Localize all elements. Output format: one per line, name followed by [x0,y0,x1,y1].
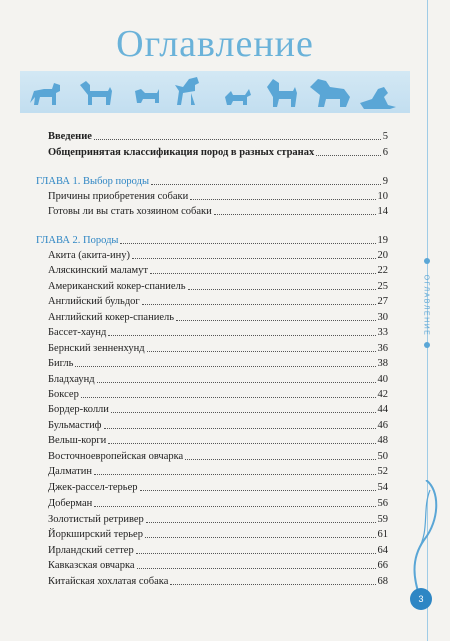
toc-row [48,295,388,308]
toc-entry-title: Английский кокер-спаниель [48,312,175,323]
toc-chapter-row [36,175,388,188]
toc-entry-title: Китайская хохлатая собака [48,576,169,587]
toc-page-number: 27 [377,296,388,307]
toc-entry-title: Восточноевропейская овчарка [48,451,184,462]
dot-leader [75,366,375,367]
toc-entry-title: Вельш-корги [48,435,107,446]
toc-entry-title: Аляскинский маламут [48,265,148,276]
page-title: Оглавление [116,23,314,65]
toc-page-number: 50 [377,451,388,462]
toc-page-number: 19 [377,235,388,246]
toc-row [48,544,388,557]
toc-row [48,497,388,510]
dot-leader [170,584,375,585]
toc-row [48,326,388,339]
toc-row [48,559,388,572]
toc-entry-title: Ирландский сеттер [48,545,134,556]
toc-row [48,465,388,478]
toc-page-number: 36 [377,343,388,354]
toc-row [48,403,388,416]
toc-row [48,419,388,432]
toc-row [48,388,388,401]
dot-leader [147,351,376,352]
toc-entry-title: ГЛАВА 1. Выбор породы [36,176,150,187]
dot-leader [146,522,376,523]
toc-entry-title: Бордер-колли [48,404,109,415]
toc-entry-title: Американский кокер-спаниель [48,281,186,292]
toc-row [48,205,388,218]
dot-leader [108,443,375,444]
toc-entry-title: Акита (акита-ину) [48,250,131,261]
toc-row [48,264,388,277]
toc-page-number: 10 [377,191,388,202]
toc-row [48,450,388,463]
dot-leader [97,382,376,383]
toc-page-number: 42 [377,389,388,400]
dot-leader [136,553,376,554]
toc-entry-title: Йоркширский терьер [48,529,143,540]
toc-entry-title: Готовы ли вы стать хозяином собаки [48,206,212,217]
toc-page-number: 56 [377,498,388,509]
toc-row [48,357,388,370]
toc-row [48,280,388,293]
toc-page-number: 54 [377,482,388,493]
toc-entry-title: Бульмастиф [48,420,102,431]
dot-leader [316,155,381,156]
toc-entry-title: Причины приобретения собаки [48,191,189,202]
toc-page-number: 20 [377,250,388,261]
toc-chapter-row [36,234,388,247]
toc-row [48,513,388,526]
toc-page-number: 44 [377,404,388,415]
toc-page-number: 61 [377,529,388,540]
dot-leader [142,304,376,305]
dot-leader [190,199,375,200]
toc-page-number: 33 [377,327,388,338]
toc-entry-title: Золотистый ретривер [48,514,144,525]
toc-row [48,373,388,386]
toc-row [48,575,388,588]
dot-leader [132,258,375,259]
dot-leader [140,490,376,491]
toc-row [48,481,388,494]
toc-page-number: 46 [377,420,388,431]
dot-leader [145,537,376,538]
dot-leader [185,459,375,460]
toc-entry-title: Кавказская овчарка [48,560,135,571]
toc-page-number: 52 [377,466,388,477]
toc-page-number: 30 [377,312,388,323]
toc-entry-title: Бигль [48,358,74,369]
toc-entry-title: Доберман [48,498,93,509]
toc-row [48,146,388,159]
toc-page-number: 66 [377,560,388,571]
toc-entry-title: Бладхаунд [48,374,95,385]
dot-leader [104,428,376,429]
toc-entry-title: Далматин [48,466,92,477]
toc-page-number: 5 [382,131,388,142]
dot-leader [111,412,376,413]
toc-page-number: 64 [377,545,388,556]
dot-leader [120,243,375,244]
toc-page-number: 22 [377,265,388,276]
toc-row [48,434,388,447]
toc-page-number: 59 [377,514,388,525]
toc-page-number: 6 [382,147,388,158]
toc-page-number: 25 [377,281,388,292]
toc-entry-title: Джек-рассел-терьер [48,482,138,493]
toc-page-number: 48 [377,435,388,446]
toc-row [48,311,388,324]
toc-entry-title: Бернский зенненхунд [48,343,145,354]
dot-leader [151,184,381,185]
toc-entry-title: Английский бульдог [48,296,140,307]
toc-page-number: 9 [382,176,388,187]
dot-leader [94,474,376,475]
toc-row [48,190,388,203]
dot-leader [81,397,376,398]
toc-page-number: 14 [377,206,388,217]
dot-leader [94,139,381,140]
dot-leader [188,289,376,290]
side-label-text: ОГЛАВЛЕНИЕ [422,274,430,337]
dot-leader [150,273,376,274]
dot-leader [137,568,376,569]
dot-leader [214,214,376,215]
dot-leader [108,335,375,336]
toc-row [48,342,388,355]
dot-leader [176,320,375,321]
dot-leader [94,506,375,507]
toc-entry-title: ГЛАВА 2. Породы [36,235,119,246]
toc-row [48,249,388,262]
toc-entry-title: Общепринятая классификация пород в разных странах [48,147,315,158]
toc-row [48,130,388,143]
toc-row [48,528,388,541]
toc-entry-title: Бассет-хаунд [48,327,107,338]
toc-entry-title: Введение [48,131,92,142]
toc-page-number: 40 [377,374,388,385]
toc-page-number: 38 [377,358,388,369]
page-number-badge: 3 [410,588,432,610]
toc-entry-title: Боксер [48,389,79,400]
toc-page-number: 68 [377,576,388,587]
